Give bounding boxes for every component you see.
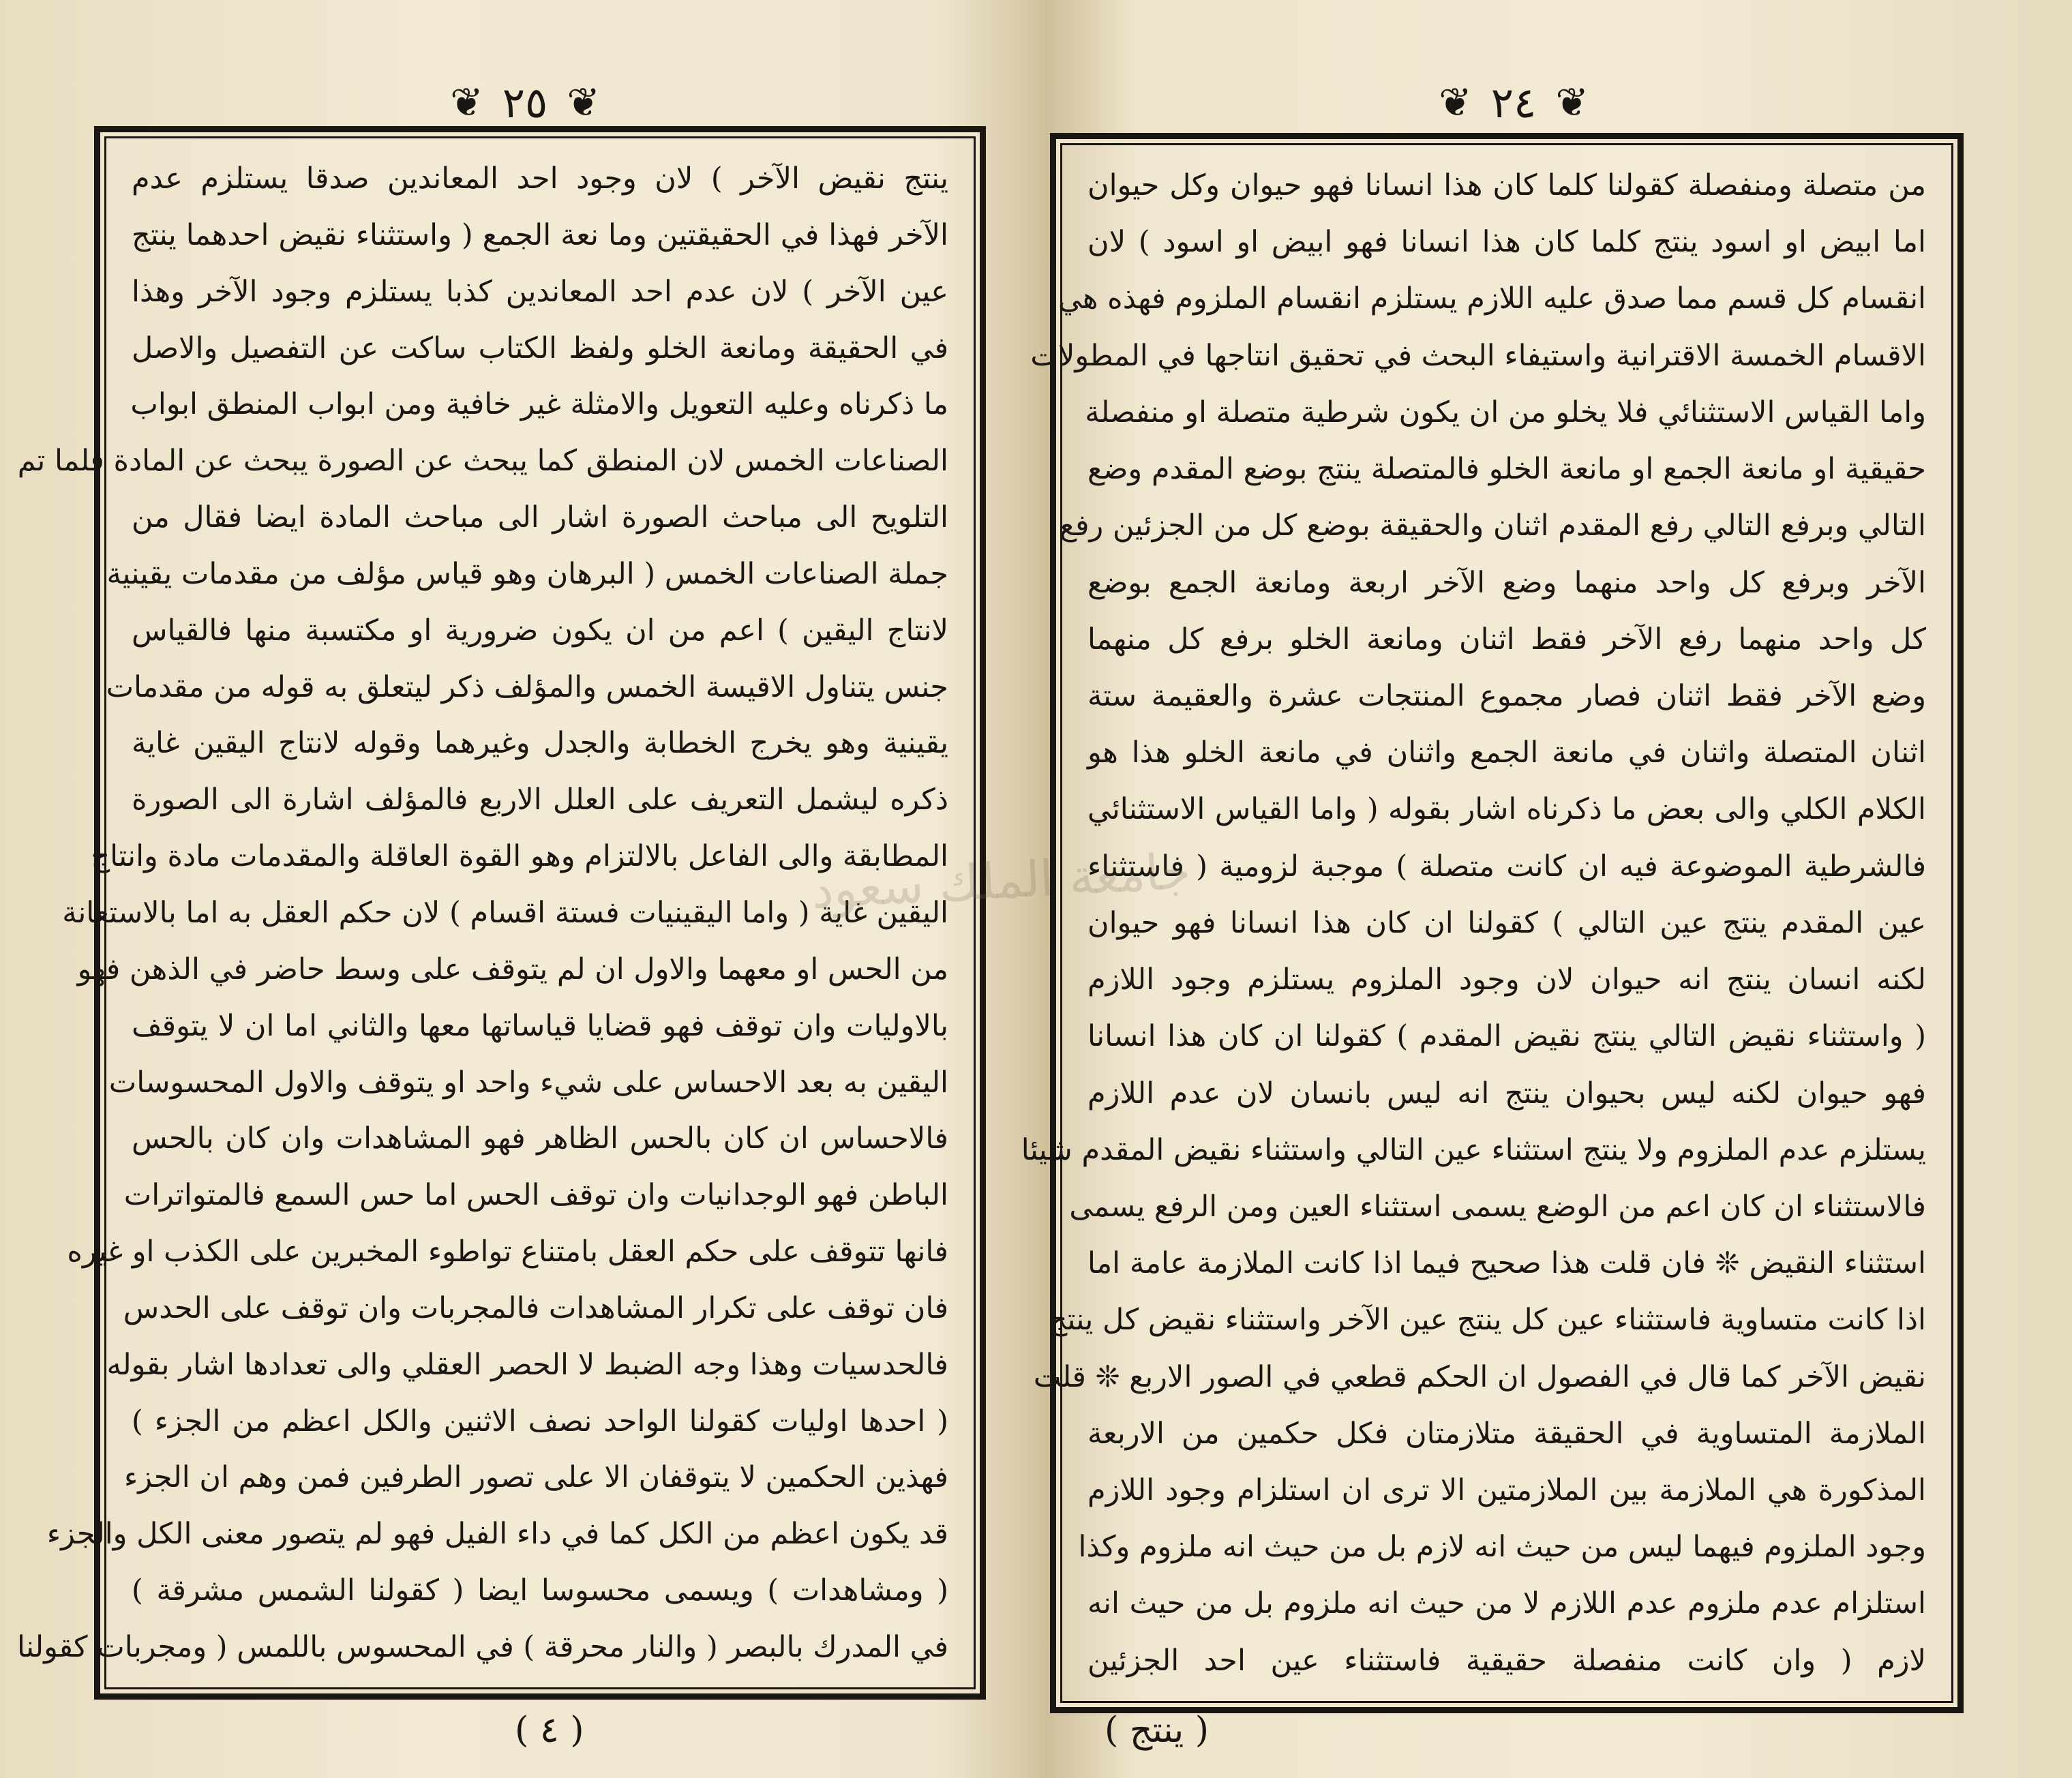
text-line: اما ابيض او اسود ينتج كلما كان هذا انسانا فهو ابيض او اسود ) لان: [1087, 225, 1926, 260]
right-page-catchword: ( ينتج ): [1105, 1710, 1210, 1751]
text-line: التالي وبرفع التالي رفع المقدم اثنان والحقيقة بوضع كل من الجزئين رفع: [1060, 509, 1926, 543]
text-line: في الحقيقة ومانعة الخلو ولفظ الكتاب ساكت عن التفصيل والاصل: [132, 331, 948, 365]
text-line: ما ذكرناه وعليه التعويل والامثلة غير خافية ومن ابواب المنطق ابواب: [130, 387, 948, 422]
text-line: نقيض الآخر كما قال في الفصول ان الحكم قطعي في الصور الاربع ❊ قلت: [1033, 1359, 1926, 1394]
text-line: فانها تتوقف على حكم العقل بامتناع تواطوء المخبرين على الكذب او غيره: [67, 1235, 948, 1269]
right-page-number-value: ٢٤: [1490, 77, 1537, 127]
ornament-icon: ❦: [1555, 79, 1589, 125]
text-line: الآخر وبرفع كل واحد منهما وضع الآخر اربعة ومانعة الجمع بوضع: [1087, 565, 1926, 600]
library-watermark: جامعة الملك سعود: [810, 842, 1192, 920]
text-line: يقينية وهو يخرج الخطابة والجدل وغيرهما وقوله لانتاج اليقين غاية: [132, 726, 948, 761]
right-page-frame: [1021, 133, 1964, 1713]
text-line: كل واحد منهما رفع الآخر فقط اثنان ومانعة الخلو برفع كل منهما: [1087, 622, 1926, 657]
text-line: جملة الصناعات الخمس ( البرهان وهو قياس مؤلف من مقدمات يقينية: [106, 556, 948, 591]
text-line: فالاحساس ان كان بالحس الظاهر فهو المشاهدات وان كان بالحس: [132, 1121, 948, 1156]
left-page-number: [436, 75, 614, 130]
text-line: ( احدها اوليات كقولنا الواحد نصف الاثنين والكل اعظم من الجزء ): [132, 1404, 948, 1438]
text-line: فالاستثناء ان كان اعم من الوضع يسمى استثناء العين ومن الرفع يسمى: [1069, 1189, 1926, 1224]
text-line: فالحدسيات وهذا وجه الضبط لا الحصر العقلي والى تعدادها اشار بقوله: [106, 1347, 948, 1382]
text-line: اثنان المتصلة واثنان في مانعة الجمع واثنان في مانعة الخلو هذا هو: [1087, 736, 1926, 770]
text-line: فهو حيوان لكنه ليس بحيوان ينتج انه ليس بانسان لان عدم اللازم: [1087, 1076, 1926, 1111]
text-line: وضع الآخر فقط اثنان فصار مجموع المنتجات عشرة والعقيمة ستة: [1087, 678, 1926, 713]
text-line: يستلزم عدم الملزوم ولا ينتج استثناء عين التالي واستثناء نقيض المقدم شيئا: [1021, 1132, 1926, 1167]
ornament-icon: ❦: [450, 79, 483, 125]
text-line: ينتج نقيض الآخر ) لان وجود احد المعاندين صدقا يستلزم عدم: [132, 162, 948, 196]
left-page-number-value: ٢٥: [502, 77, 548, 127]
ornament-icon: ❦: [567, 79, 600, 125]
text-line: لكنه انسان ينتج انه حيوان لان وجود الملزوم يستلزم وجود اللازم: [1087, 963, 1926, 997]
text-line: التلويح الى مباحث الصورة اشار الى مباحث المادة ايضا فقال من: [132, 500, 948, 535]
text-line: اليقين غاية ( واما اليقينيات فستة اقسام ) لان حكم العقل به اما بالاستعانة: [62, 895, 948, 930]
text-line: استثناء النقيض ❊ فان قلت هذا صحيح فيما اذا كانت الملازمة عامة اما: [1087, 1246, 1926, 1281]
text-line: لازم ( وان كانت منفصلة حقيقية فاستثناء عين احد الجزئين: [1087, 1643, 1926, 1678]
text-line: فهذين الحكمين لا يتوقفان الا على تصور الطرفين فمن وهم ان الجزء: [123, 1460, 948, 1495]
right-page-text: [1021, 165, 1926, 1681]
text-line: من متصلة ومنفصلة كقولنا كلما كان هذا انسانا فهو حيوان وكل حيوان: [1087, 168, 1926, 202]
text-line: لانتاج اليقين ) اعم من ان يكون ضرورية او مكتسبة منها فالقياس: [132, 613, 948, 648]
text-line: وجود الملزوم فيهما ليس من حيث انه لازم بل من حيث انه ملزوم وكذا: [1078, 1530, 1926, 1565]
text-line: في المدرك بالبصر ( والنار محرقة ) في المحسوس باللمس ( ومجربات كقولنا: [16, 1629, 948, 1664]
text-line: عين الآخر ) لان عدم احد المعاندين كذبا يستلزم وجود الآخر وهذا: [132, 274, 948, 309]
text-line: الآخر فهذا في الحقيقتين وما نعة الجمع ( واستثناء نقيض احدهما ينتج: [132, 217, 948, 252]
text-line: ( ومشاهدات ) ويسمى محسوسا ايضا ( كقولنا الشمس مشرقة ): [132, 1573, 948, 1608]
text-line: ( واستثناء نقيض التالي ينتج نقيض المقدم ) كقولنا ان كان هذا انسانا: [1087, 1019, 1926, 1054]
right-page-number: [1425, 75, 1602, 130]
text-line: فان توقف على تكرار المشاهدات فالمجربات وان توقف على الحدس: [123, 1291, 948, 1325]
text-line: استلزام عدم ملزوم عدم اللازم لا من حيث انه ملزوم بل من حيث انه: [1087, 1586, 1926, 1621]
left-page-footer: ( ٤ ): [515, 1710, 584, 1751]
text-line: اذا كانت متساوية فاستثناء عين كل ينتج عين الآخر واستثناء نقيض كل ينتج: [1048, 1303, 1926, 1338]
text-line: جنس يتناول الاقيسة الخمس والمؤلف ذكر ليتعلق به قوله من مقدمات: [106, 669, 948, 704]
text-line: المذكورة هي الملازمة بين الملازمتين الا ترى ان استلزام وجود اللازم: [1087, 1473, 1926, 1508]
text-line: اليقين به بعد الاحساس على شيء واحد او يتوقف والاول المحسوسات: [108, 1065, 948, 1100]
text-line: عين المقدم ينتج عين التالي ) كقولنا ان كان هذا انسانا فهو حيوان: [1087, 905, 1926, 940]
text-line: فالشرطية الموضوعة فيه ان كانت متصلة ) موجبة لزومية ( فاستثناء: [1087, 849, 1926, 884]
text-line: من الحس او معهما والاول ان لم يتوقف على وسط حاضر في الذهن فهو: [77, 952, 948, 986]
text-line: المطابقة والى الفاعل بالالتزام وهو القوة العاقلة والمقدمات مادة وانتاج: [91, 839, 948, 874]
text-line: بالاوليات وان توقف فهو قضايا قياساتها معها والثاني اما ان لا يتوقف: [132, 1008, 948, 1043]
text-line: ذكره ليشمل التعريف على العلل الاربع فالمؤلف اشارة الى الصورة: [132, 783, 948, 817]
text-line: قد يكون اعظم من الكل كما في داء الفيل فهو لم يتصور معنى الكل والجزء: [46, 1517, 948, 1552]
text-line: حقيقية او مانعة الجمع او مانعة الخلو فالمتصلة ينتج بوضع المقدم وضع: [1087, 452, 1926, 487]
text-line: الصناعات الخمس لان المنطق كما يبحث عن الصورة يبحث عن المادة فلما تم: [17, 444, 948, 479]
text-line: الملازمة المتساوية في الحقيقة متلازمتان فكل حكمين من الاربعة: [1087, 1416, 1926, 1451]
text-line: انقسام كل قسم مما صدق عليه اللازم يستلزم انقسام الملزوم فهذه هي: [1057, 282, 1926, 316]
text-line: واما القياس الاستثنائي فلا يخلو من ان يكون شرطية متصلة او منفصلة: [1085, 395, 1926, 430]
ornament-icon: ❦: [1439, 79, 1472, 125]
text-line: الكلام الكلي والى بعض ما ذكرناه اشار بقوله ( واما القياس الاستثنائي: [1087, 792, 1926, 827]
text-line: الباطن فهو الوجدانيات وان توقف الحس اما حس السمع فالمتواترات: [123, 1178, 948, 1213]
text-line: الاقسام الخمسة الاقترانية واستيفاء البحث في تحقيق انتاجها في المطولات: [1030, 338, 1926, 373]
